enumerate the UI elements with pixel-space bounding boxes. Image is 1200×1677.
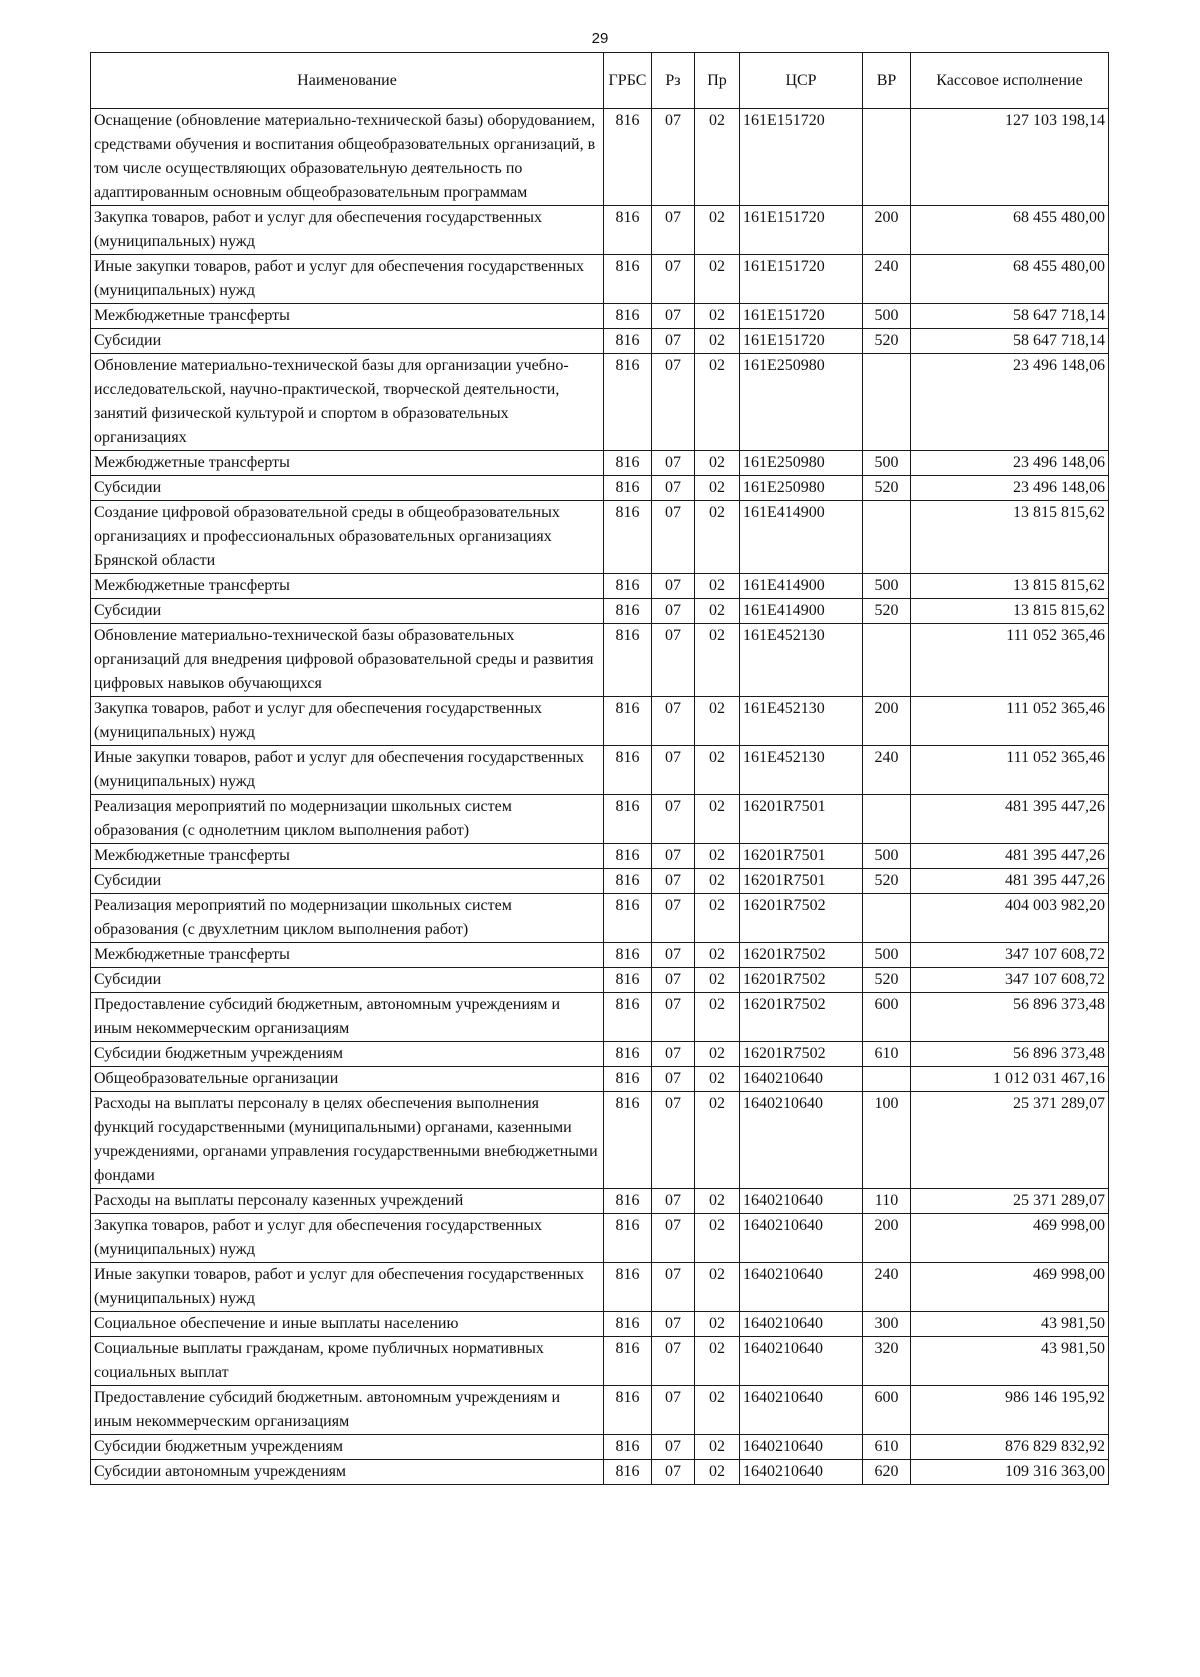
table-body bbox=[91, 109, 1109, 1485]
cell-vr: 300 bbox=[863, 1312, 911, 1337]
cell-csr: 161E452130 bbox=[740, 746, 863, 795]
cell-rz: 07 bbox=[652, 451, 695, 476]
cell-grbs: 816 bbox=[604, 844, 652, 869]
cell-amount: 111 052 365,46 bbox=[911, 624, 1109, 697]
cell-grbs: 816 bbox=[604, 1460, 652, 1485]
cell-rz: 07 bbox=[652, 1092, 695, 1189]
table-row bbox=[91, 993, 1109, 1042]
cell-pr: 02 bbox=[695, 1386, 740, 1435]
cell-pr: 02 bbox=[695, 329, 740, 354]
cell-name: Закупка товаров, работ и услуг для обеспечения государственных (муниципальных) нужд bbox=[91, 697, 604, 746]
table-row bbox=[91, 844, 1109, 869]
cell-amount: 56 896 373,48 bbox=[911, 1042, 1109, 1067]
cell-pr: 02 bbox=[695, 1337, 740, 1386]
cell-amount: 58 647 718,14 bbox=[911, 304, 1109, 329]
cell-pr: 02 bbox=[695, 993, 740, 1042]
cell-csr: 161E452130 bbox=[740, 624, 863, 697]
cell-rz: 07 bbox=[652, 574, 695, 599]
table-row bbox=[91, 206, 1109, 255]
cell-vr: 240 bbox=[863, 746, 911, 795]
cell-vr: 200 bbox=[863, 697, 911, 746]
table-row bbox=[91, 1460, 1109, 1485]
cell-grbs: 816 bbox=[604, 109, 652, 206]
cell-vr: 100 bbox=[863, 1092, 911, 1189]
cell-amount: 481 395 447,26 bbox=[911, 844, 1109, 869]
table-row bbox=[91, 476, 1109, 501]
cell-rz: 07 bbox=[652, 1214, 695, 1263]
cell-pr: 02 bbox=[695, 844, 740, 869]
table-row bbox=[91, 894, 1109, 943]
cell-grbs: 816 bbox=[604, 894, 652, 943]
cell-pr: 02 bbox=[695, 354, 740, 451]
cell-vr: 500 bbox=[863, 574, 911, 599]
cell-rz: 07 bbox=[652, 354, 695, 451]
cell-grbs: 816 bbox=[604, 255, 652, 304]
cell-csr: 161E414900 bbox=[740, 501, 863, 574]
cell-csr: 1640210640 bbox=[740, 1386, 863, 1435]
table-row bbox=[91, 574, 1109, 599]
cell-vr bbox=[863, 795, 911, 844]
cell-pr: 02 bbox=[695, 746, 740, 795]
cell-pr: 02 bbox=[695, 968, 740, 993]
cell-vr: 240 bbox=[863, 1263, 911, 1312]
table-row bbox=[91, 943, 1109, 968]
cell-pr: 02 bbox=[695, 206, 740, 255]
cell-rz: 07 bbox=[652, 1263, 695, 1312]
cell-grbs: 816 bbox=[604, 943, 652, 968]
cell-grbs: 816 bbox=[604, 746, 652, 795]
table-row bbox=[91, 1337, 1109, 1386]
header-vr: ВР bbox=[863, 53, 911, 109]
table-row bbox=[91, 501, 1109, 574]
cell-pr: 02 bbox=[695, 697, 740, 746]
header-pr: Пр bbox=[695, 53, 740, 109]
table-row bbox=[91, 1214, 1109, 1263]
cell-amount: 109 316 363,00 bbox=[911, 1460, 1109, 1485]
cell-amount: 68 455 480,00 bbox=[911, 206, 1109, 255]
cell-amount: 876 829 832,92 bbox=[911, 1435, 1109, 1460]
header-row bbox=[91, 53, 1109, 109]
cell-pr: 02 bbox=[695, 109, 740, 206]
cell-name: Субсидии бюджетным учреждениям bbox=[91, 1042, 604, 1067]
cell-amount: 404 003 982,20 bbox=[911, 894, 1109, 943]
cell-name: Иные закупки товаров, работ и услуг для обеспечения государственных (муниципальных) нужд bbox=[91, 1263, 604, 1312]
cell-grbs: 816 bbox=[604, 476, 652, 501]
cell-pr: 02 bbox=[695, 869, 740, 894]
cell-pr: 02 bbox=[695, 1067, 740, 1092]
cell-csr: 161E452130 bbox=[740, 697, 863, 746]
cell-vr: 500 bbox=[863, 844, 911, 869]
cell-name: Расходы на выплаты персоналу в целях обеспечения выполнения функций государственными (муниципальными) органами, казенными учреждениями, органами управления государственными внебюджетными фондами bbox=[91, 1092, 604, 1189]
table-row bbox=[91, 869, 1109, 894]
cell-csr: 1640210640 bbox=[740, 1092, 863, 1189]
cell-csr: 16201R7502 bbox=[740, 894, 863, 943]
cell-amount: 347 107 608,72 bbox=[911, 968, 1109, 993]
cell-vr: 520 bbox=[863, 476, 911, 501]
cell-pr: 02 bbox=[695, 599, 740, 624]
cell-name: Субсидии бюджетным учреждениям bbox=[91, 1435, 604, 1460]
cell-amount: 111 052 365,46 bbox=[911, 697, 1109, 746]
cell-grbs: 816 bbox=[604, 501, 652, 574]
cell-csr: 161E250980 bbox=[740, 451, 863, 476]
cell-grbs: 816 bbox=[604, 1092, 652, 1189]
header-grbs: ГРБС bbox=[604, 53, 652, 109]
cell-csr: 1640210640 bbox=[740, 1263, 863, 1312]
cell-name: Обновление материально-технической базы для организации учебно-исследовательской, научно-практической, творческой деятельности, занятий физической культурой и спортом в образовательных организациях bbox=[91, 354, 604, 451]
cell-pr: 02 bbox=[695, 624, 740, 697]
cell-csr: 161E151720 bbox=[740, 206, 863, 255]
cell-amount: 469 998,00 bbox=[911, 1214, 1109, 1263]
table-row bbox=[91, 1067, 1109, 1092]
cell-pr: 02 bbox=[695, 1435, 740, 1460]
cell-name: Субсидии bbox=[91, 869, 604, 894]
page-number: 29 bbox=[591, 30, 609, 47]
cell-pr: 02 bbox=[695, 943, 740, 968]
cell-grbs: 816 bbox=[604, 968, 652, 993]
cell-rz: 07 bbox=[652, 501, 695, 574]
cell-grbs: 816 bbox=[604, 1067, 652, 1092]
cell-amount: 111 052 365,46 bbox=[911, 746, 1109, 795]
cell-rz: 07 bbox=[652, 1189, 695, 1214]
cell-grbs: 816 bbox=[604, 1214, 652, 1263]
cell-csr: 1640210640 bbox=[740, 1067, 863, 1092]
cell-csr: 16201R7501 bbox=[740, 795, 863, 844]
cell-name: Создание цифровой образовательной среды в общеобразовательных организациях и профессиональных образовательных организациях Брянской области bbox=[91, 501, 604, 574]
cell-amount: 1 012 031 467,16 bbox=[911, 1067, 1109, 1092]
cell-grbs: 816 bbox=[604, 1312, 652, 1337]
cell-grbs: 816 bbox=[604, 1263, 652, 1312]
table-row bbox=[91, 1435, 1109, 1460]
cell-vr: 520 bbox=[863, 329, 911, 354]
table-row bbox=[91, 1263, 1109, 1312]
cell-pr: 02 bbox=[695, 255, 740, 304]
cell-name: Межбюджетные трансферты bbox=[91, 451, 604, 476]
cell-csr: 161E414900 bbox=[740, 574, 863, 599]
cell-grbs: 816 bbox=[604, 304, 652, 329]
cell-grbs: 816 bbox=[604, 206, 652, 255]
cell-rz: 07 bbox=[652, 1460, 695, 1485]
cell-rz: 07 bbox=[652, 943, 695, 968]
cell-vr: 200 bbox=[863, 1214, 911, 1263]
table-row bbox=[91, 746, 1109, 795]
table-row bbox=[91, 795, 1109, 844]
cell-amount: 58 647 718,14 bbox=[911, 329, 1109, 354]
cell-pr: 02 bbox=[695, 476, 740, 501]
cell-pr: 02 bbox=[695, 1214, 740, 1263]
cell-amount: 43 981,50 bbox=[911, 1337, 1109, 1386]
cell-name: Закупка товаров, работ и услуг для обеспечения государственных (муниципальных) нужд bbox=[91, 206, 604, 255]
cell-name: Обновление материально-технической базы образовательных организаций для внедрения цифровой образовательной среды и развития цифровых навыков обучающихся bbox=[91, 624, 604, 697]
cell-name: Субсидии bbox=[91, 329, 604, 354]
cell-name: Иные закупки товаров, работ и услуг для обеспечения государственных (муниципальных) нужд bbox=[91, 746, 604, 795]
cell-vr: 500 bbox=[863, 451, 911, 476]
cell-pr: 02 bbox=[695, 501, 740, 574]
header-name: Наименование bbox=[91, 53, 604, 109]
cell-amount: 127 103 198,14 bbox=[911, 109, 1109, 206]
cell-name: Социальное обеспечение и иные выплаты населению bbox=[91, 1312, 604, 1337]
cell-name: Общеобразовательные организации bbox=[91, 1067, 604, 1092]
cell-amount: 68 455 480,00 bbox=[911, 255, 1109, 304]
cell-rz: 07 bbox=[652, 329, 695, 354]
cell-rz: 07 bbox=[652, 1067, 695, 1092]
cell-vr bbox=[863, 109, 911, 206]
cell-csr: 16201R7501 bbox=[740, 869, 863, 894]
cell-pr: 02 bbox=[695, 1263, 740, 1312]
cell-csr: 16201R7502 bbox=[740, 993, 863, 1042]
cell-rz: 07 bbox=[652, 599, 695, 624]
cell-grbs: 816 bbox=[604, 1386, 652, 1435]
cell-pr: 02 bbox=[695, 1312, 740, 1337]
cell-csr: 161E151720 bbox=[740, 329, 863, 354]
cell-grbs: 816 bbox=[604, 1337, 652, 1386]
cell-pr: 02 bbox=[695, 1042, 740, 1067]
cell-csr: 1640210640 bbox=[740, 1337, 863, 1386]
cell-rz: 07 bbox=[652, 1337, 695, 1386]
cell-name: Субсидии bbox=[91, 599, 604, 624]
cell-csr: 16201R7502 bbox=[740, 968, 863, 993]
cell-amount: 481 395 447,26 bbox=[911, 795, 1109, 844]
cell-csr: 161E151720 bbox=[740, 109, 863, 206]
cell-amount: 56 896 373,48 bbox=[911, 993, 1109, 1042]
cell-rz: 07 bbox=[652, 746, 695, 795]
cell-pr: 02 bbox=[695, 1092, 740, 1189]
cell-csr: 1640210640 bbox=[740, 1214, 863, 1263]
cell-rz: 07 bbox=[652, 993, 695, 1042]
cell-vr: 600 bbox=[863, 1386, 911, 1435]
cell-rz: 07 bbox=[652, 968, 695, 993]
cell-rz: 07 bbox=[652, 795, 695, 844]
cell-name: Межбюджетные трансферты bbox=[91, 574, 604, 599]
cell-grbs: 816 bbox=[604, 1042, 652, 1067]
cell-rz: 07 bbox=[652, 894, 695, 943]
cell-rz: 07 bbox=[652, 697, 695, 746]
table-row bbox=[91, 624, 1109, 697]
cell-rz: 07 bbox=[652, 1042, 695, 1067]
cell-vr: 610 bbox=[863, 1435, 911, 1460]
cell-amount: 481 395 447,26 bbox=[911, 869, 1109, 894]
cell-csr: 16201R7501 bbox=[740, 844, 863, 869]
cell-amount: 469 998,00 bbox=[911, 1263, 1109, 1312]
cell-name: Предоставление субсидий бюджетным. автономным учреждениям и иным некоммерческим организациям bbox=[91, 1386, 604, 1435]
cell-rz: 07 bbox=[652, 1386, 695, 1435]
cell-vr: 520 bbox=[863, 968, 911, 993]
table-row bbox=[91, 329, 1109, 354]
table-row bbox=[91, 1042, 1109, 1067]
cell-rz: 07 bbox=[652, 844, 695, 869]
cell-vr bbox=[863, 624, 911, 697]
cell-amount: 23 496 148,06 bbox=[911, 476, 1109, 501]
cell-name: Реализация мероприятий по модернизации школьных систем образования (с двухлетним циклом выполнения работ) bbox=[91, 894, 604, 943]
table-row bbox=[91, 697, 1109, 746]
cell-amount: 43 981,50 bbox=[911, 1312, 1109, 1337]
cell-name: Иные закупки товаров, работ и услуг для обеспечения государственных (муниципальных) нужд bbox=[91, 255, 604, 304]
table-row bbox=[91, 451, 1109, 476]
cell-vr: 320 bbox=[863, 1337, 911, 1386]
cell-name: Предоставление субсидий бюджетным, автономным учреждениям и иным некоммерческим организациям bbox=[91, 993, 604, 1042]
cell-pr: 02 bbox=[695, 451, 740, 476]
budget-execution-table bbox=[90, 52, 1109, 1485]
table-row bbox=[91, 1386, 1109, 1435]
cell-pr: 02 bbox=[695, 304, 740, 329]
cell-name: Межбюджетные трансферты bbox=[91, 844, 604, 869]
table-row bbox=[91, 1189, 1109, 1214]
table-row bbox=[91, 599, 1109, 624]
cell-amount: 25 371 289,07 bbox=[911, 1189, 1109, 1214]
cell-amount: 13 815 815,62 bbox=[911, 574, 1109, 599]
cell-name: Межбюджетные трансферты bbox=[91, 304, 604, 329]
cell-grbs: 816 bbox=[604, 993, 652, 1042]
cell-rz: 07 bbox=[652, 206, 695, 255]
cell-vr: 110 bbox=[863, 1189, 911, 1214]
cell-csr: 1640210640 bbox=[740, 1435, 863, 1460]
cell-name: Субсидии bbox=[91, 968, 604, 993]
cell-grbs: 816 bbox=[604, 697, 652, 746]
cell-name: Субсидии автономным учреждениям bbox=[91, 1460, 604, 1485]
cell-rz: 07 bbox=[652, 255, 695, 304]
cell-amount: 25 371 289,07 bbox=[911, 1092, 1109, 1189]
cell-rz: 07 bbox=[652, 869, 695, 894]
cell-vr: 200 bbox=[863, 206, 911, 255]
cell-vr: 520 bbox=[863, 599, 911, 624]
cell-rz: 07 bbox=[652, 1435, 695, 1460]
table-header bbox=[91, 53, 1109, 109]
cell-name: Межбюджетные трансферты bbox=[91, 943, 604, 968]
cell-csr: 16201R7502 bbox=[740, 1042, 863, 1067]
cell-rz: 07 bbox=[652, 109, 695, 206]
cell-vr bbox=[863, 354, 911, 451]
cell-rz: 07 bbox=[652, 304, 695, 329]
header-amount: Кассовое исполнение bbox=[911, 53, 1109, 109]
cell-pr: 02 bbox=[695, 574, 740, 599]
cell-vr bbox=[863, 501, 911, 574]
table-row bbox=[91, 968, 1109, 993]
cell-csr: 161E250980 bbox=[740, 476, 863, 501]
cell-vr bbox=[863, 894, 911, 943]
cell-name: Закупка товаров, работ и услуг для обеспечения государственных (муниципальных) нужд bbox=[91, 1214, 604, 1263]
cell-grbs: 816 bbox=[604, 624, 652, 697]
cell-grbs: 816 bbox=[604, 1189, 652, 1214]
table-row bbox=[91, 304, 1109, 329]
cell-vr bbox=[863, 1067, 911, 1092]
cell-csr: 161E151720 bbox=[740, 304, 863, 329]
table-row bbox=[91, 354, 1109, 451]
cell-csr: 161E151720 bbox=[740, 255, 863, 304]
cell-pr: 02 bbox=[695, 1460, 740, 1485]
table-row bbox=[91, 255, 1109, 304]
header-rz: Рз bbox=[652, 53, 695, 109]
header-csr: ЦСР bbox=[740, 53, 863, 109]
cell-csr: 161E250980 bbox=[740, 354, 863, 451]
table-row bbox=[91, 1092, 1109, 1189]
cell-vr: 520 bbox=[863, 869, 911, 894]
cell-vr: 500 bbox=[863, 304, 911, 329]
cell-grbs: 816 bbox=[604, 329, 652, 354]
cell-amount: 13 815 815,62 bbox=[911, 501, 1109, 574]
cell-csr: 1640210640 bbox=[740, 1312, 863, 1337]
cell-grbs: 816 bbox=[604, 869, 652, 894]
cell-grbs: 816 bbox=[604, 599, 652, 624]
table-row bbox=[91, 1312, 1109, 1337]
cell-amount: 13 815 815,62 bbox=[911, 599, 1109, 624]
cell-rz: 07 bbox=[652, 1312, 695, 1337]
cell-amount: 986 146 195,92 bbox=[911, 1386, 1109, 1435]
cell-csr: 1640210640 bbox=[740, 1189, 863, 1214]
cell-vr: 600 bbox=[863, 993, 911, 1042]
cell-name: Социальные выплаты гражданам, кроме публичных нормативных социальных выплат bbox=[91, 1337, 604, 1386]
cell-amount: 23 496 148,06 bbox=[911, 451, 1109, 476]
cell-pr: 02 bbox=[695, 894, 740, 943]
cell-rz: 07 bbox=[652, 624, 695, 697]
cell-csr: 16201R7502 bbox=[740, 943, 863, 968]
cell-name: Оснащение (обновление материально-технической базы) оборудованием, средствами обучения и воспитания общеобразовательных организаций, в том числе осуществляющих образовательную деятельность по адаптированным основным общеобразовательным программам bbox=[91, 109, 604, 206]
table-row bbox=[91, 109, 1109, 206]
cell-rz: 07 bbox=[652, 476, 695, 501]
cell-pr: 02 bbox=[695, 795, 740, 844]
cell-name: Реализация мероприятий по модернизации школьных систем образования (с однолетним циклом выполнения работ) bbox=[91, 795, 604, 844]
cell-csr: 1640210640 bbox=[740, 1460, 863, 1485]
cell-grbs: 816 bbox=[604, 1435, 652, 1460]
cell-grbs: 816 bbox=[604, 795, 652, 844]
cell-vr: 240 bbox=[863, 255, 911, 304]
cell-grbs: 816 bbox=[604, 574, 652, 599]
cell-vr: 620 bbox=[863, 1460, 911, 1485]
cell-csr: 161E414900 bbox=[740, 599, 863, 624]
cell-vr: 500 bbox=[863, 943, 911, 968]
cell-vr: 610 bbox=[863, 1042, 911, 1067]
cell-grbs: 816 bbox=[604, 451, 652, 476]
cell-amount: 347 107 608,72 bbox=[911, 943, 1109, 968]
cell-grbs: 816 bbox=[604, 354, 652, 451]
cell-amount: 23 496 148,06 bbox=[911, 354, 1109, 451]
cell-name: Субсидии bbox=[91, 476, 604, 501]
cell-name: Расходы на выплаты персоналу казенных учреждений bbox=[91, 1189, 604, 1214]
cell-pr: 02 bbox=[695, 1189, 740, 1214]
